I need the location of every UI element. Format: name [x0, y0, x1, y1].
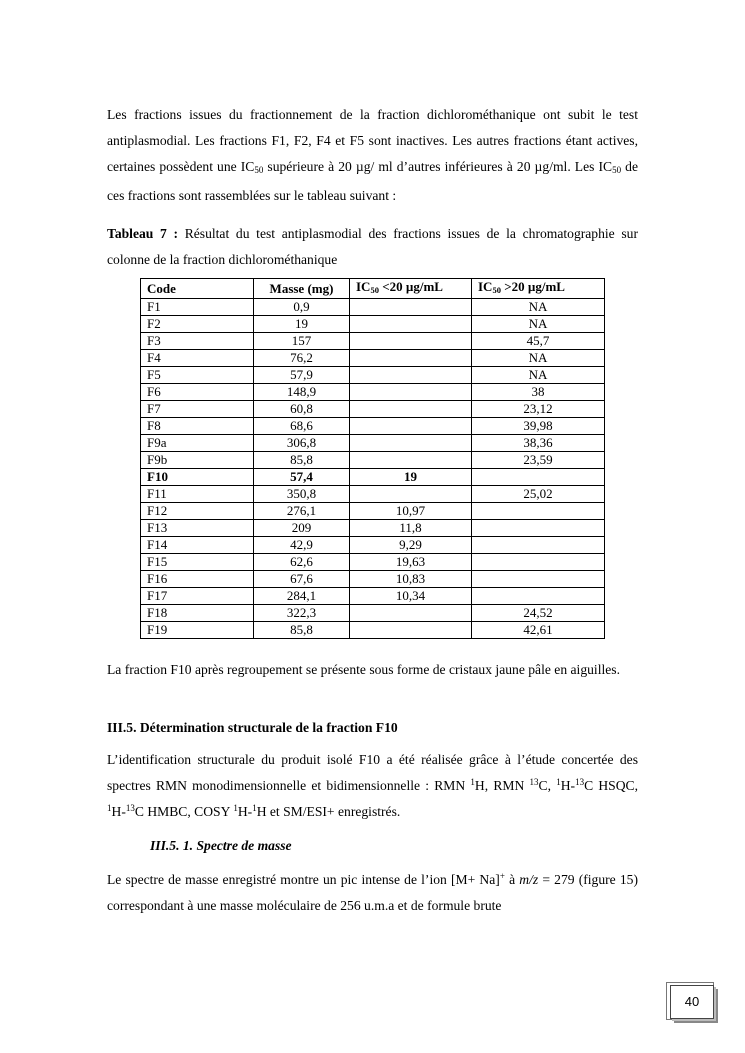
table-row: [141, 333, 605, 350]
table-row: [141, 384, 605, 401]
table-row: [141, 571, 605, 588]
cell-code: F7: [141, 401, 254, 418]
ident-text: H-: [237, 804, 253, 819]
cell-code: F19: [141, 622, 254, 639]
cell-ic50-high: 45,7: [472, 333, 605, 350]
cell-code: F6: [141, 384, 254, 401]
ident-text: L’identification structurale du produit isolé F10 a été réalisée grâce à l’étude concertée des spectres RMN monodimensionnelle et bidimensionnelle : RMN: [107, 752, 638, 793]
intro-paragraph: [107, 102, 638, 209]
cell-ic50-low: [350, 435, 472, 452]
cell-ic50-low: 10,97: [350, 503, 472, 520]
table-caption: [107, 221, 638, 273]
cell-code: F17: [141, 588, 254, 605]
cell-ic50-low: [350, 622, 472, 639]
cell-ic50-low: 11,8: [350, 520, 472, 537]
cell-code: F11: [141, 486, 254, 503]
cell-ic50-low: [350, 401, 472, 418]
cell-code: F2: [141, 316, 254, 333]
page-number: 40: [670, 985, 714, 1019]
table-row: [141, 367, 605, 384]
table-row: [141, 299, 605, 316]
cell-ic50-high: [472, 588, 605, 605]
cell-ic50-low: 19: [350, 469, 472, 486]
cell-code: F1: [141, 299, 254, 316]
cell-code: F12: [141, 503, 254, 520]
ic50-subscript: 50: [254, 165, 264, 175]
table-body: [141, 299, 605, 639]
cell-ic50-low: [350, 350, 472, 367]
table-row: [141, 554, 605, 571]
cell-code: F16: [141, 571, 254, 588]
ident-text: H-: [111, 804, 126, 819]
cell-ic50-low: [350, 367, 472, 384]
cell-code: F18: [141, 605, 254, 622]
section-heading-determination: III.5. Détermination structurale de la fraction F10: [107, 720, 398, 735]
cell-masse: 42,9: [254, 537, 350, 554]
table-row: [141, 316, 605, 333]
cell-masse: 60,8: [254, 401, 350, 418]
cell-masse: 148,9: [254, 384, 350, 401]
table-row: [141, 503, 605, 520]
ident-text: H et SM/ESI+ enregistrés.: [256, 804, 401, 819]
cell-code: F13: [141, 520, 254, 537]
cell-ic50-high: 25,02: [472, 486, 605, 503]
cell-ic50-low: [350, 299, 472, 316]
header-ic-suffix: >20 µg/mL: [500, 279, 565, 294]
cell-masse: 350,8: [254, 486, 350, 503]
cell-masse: 322,3: [254, 605, 350, 622]
cell-code: F5: [141, 367, 254, 384]
cell-masse: 276,1: [254, 503, 350, 520]
cell-masse: 19: [254, 316, 350, 333]
cell-code: F15: [141, 554, 254, 571]
table-header-row: [141, 279, 605, 299]
table-row: [141, 418, 605, 435]
cell-masse: 85,8: [254, 452, 350, 469]
cell-masse: 62,6: [254, 554, 350, 571]
intro-text-3: de ces fractions sont rassemblées sur le tableau suivant :: [107, 159, 638, 203]
table-row: [141, 605, 605, 622]
mz-symbol: m/z: [519, 872, 539, 887]
cell-masse: 76,2: [254, 350, 350, 367]
table-row: [141, 435, 605, 452]
cell-ic50-low: [350, 384, 472, 401]
cell-masse: 68,6: [254, 418, 350, 435]
table-row: [141, 486, 605, 503]
cell-ic50-high: 42,61: [472, 622, 605, 639]
cell-masse: 57,4: [254, 469, 350, 486]
cell-ic50-high: NA: [472, 367, 605, 384]
cell-ic50-high: 23,59: [472, 452, 605, 469]
cell-ic50-low: [350, 316, 472, 333]
cell-ic50-high: 38: [472, 384, 605, 401]
cell-masse: 57,9: [254, 367, 350, 384]
cell-ic50-low: [350, 333, 472, 350]
mass-spectrum-paragraph: [107, 867, 638, 919]
isotope-superscript: 1: [107, 803, 112, 813]
isotope-superscript: 1: [556, 777, 561, 787]
cell-ic50-low: [350, 605, 472, 622]
subsection-heading-mass-spectrum: III.5. 1. Spectre de masse: [150, 838, 292, 853]
cell-ic50-high: NA: [472, 299, 605, 316]
cell-ic50-high: [472, 571, 605, 588]
table-row: [141, 537, 605, 554]
header-ic50-high: [472, 279, 605, 299]
header-ic-suffix: <20 µg/mL: [378, 279, 443, 294]
cell-ic50-high: [472, 520, 605, 537]
cell-code: F8: [141, 418, 254, 435]
ident-text: C HMBC, COSY: [134, 804, 234, 819]
table-row: [141, 350, 605, 367]
cell-ic50-high: [472, 554, 605, 571]
isotope-superscript: 13: [575, 777, 585, 787]
cell-ic50-low: 10,34: [350, 588, 472, 605]
header-ic-subscript: 50: [492, 285, 501, 295]
header-ic-subscript: 50: [370, 285, 379, 295]
cell-ic50-low: [350, 452, 472, 469]
ident-text: H-: [560, 778, 576, 793]
caption-label: Tableau 7 :: [107, 226, 179, 241]
ic50-subscript: 50: [612, 165, 622, 175]
cell-ic50-low: 10,83: [350, 571, 472, 588]
ident-text: C,: [538, 778, 557, 793]
cell-code: F4: [141, 350, 254, 367]
intro-text-2: supérieure à 20 µg/ ml d’autres inférieures à 20 µg/ml. Les IC: [263, 159, 613, 174]
table-row: [141, 469, 605, 486]
table-row: [141, 401, 605, 418]
header-code: Code: [141, 279, 254, 299]
mass-text: = 279 (figure 15) correspondant à une masse moléculaire de 256 u.m.a et de formule brute: [107, 872, 638, 913]
cell-ic50-high: 39,98: [472, 418, 605, 435]
isotope-superscript: 1: [252, 803, 257, 813]
isotope-superscript: 13: [125, 803, 135, 813]
cell-masse: 85,8: [254, 622, 350, 639]
header-ic-text: IC: [356, 279, 371, 294]
cell-masse: 157: [254, 333, 350, 350]
isotope-superscript: 13: [529, 777, 539, 787]
cell-ic50-low: 19,63: [350, 554, 472, 571]
results-table: [140, 278, 605, 639]
cell-ic50-high: 23,12: [472, 401, 605, 418]
cell-code: F14: [141, 537, 254, 554]
cell-ic50-high: [472, 537, 605, 554]
cell-ic50-high: [472, 503, 605, 520]
identification-paragraph: [107, 747, 638, 825]
table-row: [141, 622, 605, 639]
cell-masse: 0,9: [254, 299, 350, 316]
cell-code: F10: [141, 469, 254, 486]
isotope-superscript: 1: [470, 777, 475, 787]
cell-ic50-high: NA: [472, 350, 605, 367]
mass-text: à: [504, 872, 520, 887]
cell-code: F9b: [141, 452, 254, 469]
header-masse-text: Masse (mg): [269, 280, 334, 296]
cell-code: F9a: [141, 435, 254, 452]
cell-masse: 67,6: [254, 571, 350, 588]
isotope-superscript: 1: [233, 803, 238, 813]
header-ic50-low: [350, 279, 472, 299]
cell-ic50-low: [350, 486, 472, 503]
mass-text: Le spectre de masse enregistré montre un pic intense de l’ion [M+ Na]: [107, 872, 500, 887]
table-row: [141, 520, 605, 537]
cell-ic50-high: 38,36: [472, 435, 605, 452]
ident-text: H, RMN: [474, 778, 530, 793]
cell-ic50-high: [472, 469, 605, 486]
header-ic-text: IC: [478, 279, 493, 294]
table-row: [141, 588, 605, 605]
charge-superscript: +: [499, 871, 505, 881]
ident-text: C HSQC,: [584, 778, 639, 793]
cell-ic50-high: NA: [472, 316, 605, 333]
cell-masse: 306,8: [254, 435, 350, 452]
f10-paragraph: La fraction F10 après regroupement se présente sous forme de cristaux jaune pâle en aiguilles.: [107, 662, 620, 677]
table-row: [141, 452, 605, 469]
cell-ic50-low: 9,29: [350, 537, 472, 554]
cell-masse: 284,1: [254, 588, 350, 605]
intro-text-1: Les fractions issues du fractionnement de la fraction dichlorométhanique ont subit le test antiplasmodial. Les fractions F1, F2, F4 et F5 sont inactives. Les autres fractions étant actives, certaines possèdent une IC: [107, 107, 638, 174]
header-masse: [254, 279, 350, 299]
cell-masse: 209: [254, 520, 350, 537]
cell-ic50-low: [350, 418, 472, 435]
caption-text: Résultat du test antiplasmodial des fractions issues de la chromatographie sur colonne de la fraction dichlorométhanique: [107, 226, 638, 267]
cell-code: F3: [141, 333, 254, 350]
cell-ic50-high: 24,52: [472, 605, 605, 622]
